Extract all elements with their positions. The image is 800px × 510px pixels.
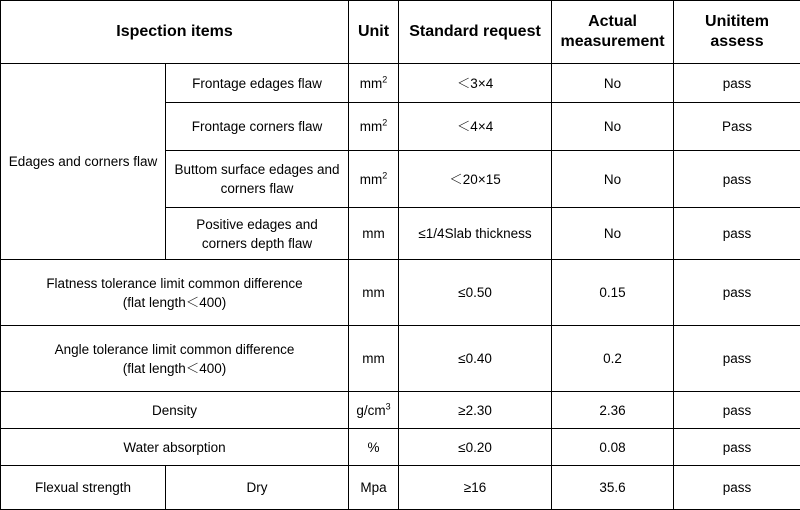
unit-base: mm <box>360 119 383 134</box>
actual-cell: No <box>552 103 674 151</box>
assess-cell: pass <box>674 326 800 392</box>
standard-cell: ≤0.40 <box>399 326 552 392</box>
actual-cell: 2.36 <box>552 392 674 429</box>
header-inspection-items: Ispection items <box>1 1 349 64</box>
unit-cell <box>349 392 399 429</box>
item-label-cell <box>1 260 349 326</box>
unit-sup: 2 <box>382 118 387 128</box>
header-row <box>1 1 800 64</box>
item-label-cell: Density <box>1 392 349 429</box>
item-label-cell <box>1 326 349 392</box>
assess-cell: Pass <box>674 103 800 151</box>
unit-sup: 2 <box>382 74 387 84</box>
unit-sup: 2 <box>382 170 387 180</box>
sub-item-line1: Frontage corners flaw <box>169 117 345 136</box>
sub-item-cell <box>166 208 349 260</box>
standard-cell: ≥16 <box>399 466 552 510</box>
actual-cell: No <box>552 208 674 260</box>
header-assess-line2: assess <box>677 32 797 52</box>
unit-base: mm <box>360 76 383 91</box>
standard-cell: ≤0.50 <box>399 260 552 326</box>
actual-cell: 35.6 <box>552 466 674 510</box>
sub-item-cell <box>166 151 349 208</box>
sub-item-cell <box>166 64 349 103</box>
unit-cell: mm <box>349 260 399 326</box>
unit-cell: Mpa <box>349 466 399 510</box>
item-label-line2: (flat length＜400) <box>4 359 345 378</box>
actual-cell: No <box>552 151 674 208</box>
actual-cell: 0.08 <box>552 429 674 466</box>
assess-cell: pass <box>674 392 800 429</box>
assess-cell: pass <box>674 208 800 260</box>
assess-cell: pass <box>674 64 800 103</box>
unit-cell: % <box>349 429 399 466</box>
header-actual-line2: measurement <box>555 32 670 52</box>
item-label-cell: Water absorption <box>1 429 349 466</box>
item-label-line1: Angle tolerance limit common difference <box>4 340 345 359</box>
standard-cell: ≤1/4Slab thickness <box>399 208 552 260</box>
sub-item-line2: corners depth flaw <box>169 234 345 253</box>
unit-base: mm <box>360 172 383 187</box>
unit-cell <box>349 64 399 103</box>
sub-item-cell <box>166 103 349 151</box>
unit-cell: mm <box>349 326 399 392</box>
sub-item-line1: Frontage edages flaw <box>169 74 345 93</box>
standard-cell: ≥2.30 <box>399 392 552 429</box>
header-assess-line1: Unititem <box>677 12 797 32</box>
header-actual-measurement <box>552 1 674 64</box>
table-row <box>1 429 800 466</box>
header-unititem-assess <box>674 1 800 64</box>
item-label-line1: Flatness tolerance limit common difference <box>4 274 345 293</box>
unit-cell: mm <box>349 208 399 260</box>
flexual-label-cell: Flexual strength <box>1 466 166 510</box>
unit-cell <box>349 103 399 151</box>
edges-group-label: Edages and corners flaw <box>1 64 166 260</box>
assess-cell: pass <box>674 151 800 208</box>
standard-cell: ＜20×15 <box>399 151 552 208</box>
actual-cell: 0.2 <box>552 326 674 392</box>
actual-cell: 0.15 <box>552 260 674 326</box>
flexual-sub-cell: Dry <box>166 466 349 510</box>
unit-sup: 3 <box>386 401 391 411</box>
standard-cell: ＜3×4 <box>399 64 552 103</box>
standard-cell: ＜4×4 <box>399 103 552 151</box>
table-row <box>1 326 800 392</box>
assess-cell: pass <box>674 260 800 326</box>
sub-item-line1: Buttom surface edages and <box>169 160 345 179</box>
unit-base: g/cm <box>356 403 385 418</box>
sub-item-line2: corners flaw <box>169 179 345 198</box>
header-standard-request: Standard request <box>399 1 552 64</box>
assess-cell: pass <box>674 429 800 466</box>
table-row <box>1 260 800 326</box>
header-actual-line1: Actual <box>555 12 670 32</box>
header-unit: Unit <box>349 1 399 64</box>
standard-cell: ≤0.20 <box>399 429 552 466</box>
actual-cell: No <box>552 64 674 103</box>
table-row <box>1 392 800 429</box>
unit-cell <box>349 151 399 208</box>
table-row <box>1 466 800 510</box>
table-row <box>1 64 800 103</box>
item-label-line2: (flat length＜400) <box>4 293 345 312</box>
sub-item-line1: Positive edages and <box>169 215 345 234</box>
assess-cell: pass <box>674 466 800 510</box>
